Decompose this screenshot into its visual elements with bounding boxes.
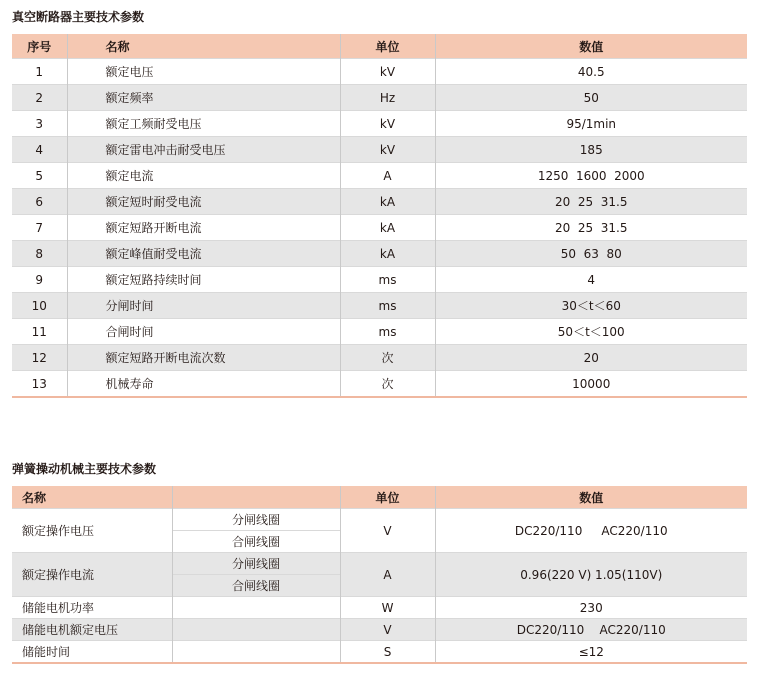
- table-row: [12, 345, 747, 371]
- table-row: [12, 553, 747, 575]
- row-name: 额定短时耐受电流: [67, 189, 340, 215]
- row-value: 50＜t＜100: [435, 319, 747, 345]
- row-unit: ms: [340, 319, 435, 345]
- row-sub-blank: [172, 619, 340, 641]
- row-name: 额定雷电冲击耐受电压: [67, 137, 340, 163]
- row-sub: 分闸线圈: [172, 509, 340, 531]
- row-sub: 分闸线圈: [172, 553, 340, 575]
- row-name: 合闸时间: [67, 319, 340, 345]
- table-row: [12, 241, 747, 267]
- table-header-row: [12, 486, 747, 509]
- row-name: 额定电压: [67, 59, 340, 85]
- row-no: 11: [12, 319, 67, 345]
- row-value: 20 25 31.5: [435, 189, 747, 215]
- row-unit: kV: [340, 111, 435, 137]
- row-unit: kA: [340, 215, 435, 241]
- row-no: 2: [12, 85, 67, 111]
- row-sub-blank: [172, 641, 340, 664]
- row-value: 20: [435, 345, 747, 371]
- row-unit: kA: [340, 241, 435, 267]
- row-value: 30＜t＜60: [435, 293, 747, 319]
- row-no: 7: [12, 215, 67, 241]
- table-row: [12, 111, 747, 137]
- table-row: [12, 619, 747, 641]
- row-name: 额定工频耐受电压: [67, 111, 340, 137]
- row-sub: 合闸线圈: [172, 531, 340, 553]
- row-unit: 次: [340, 345, 435, 371]
- row-unit: kV: [340, 137, 435, 163]
- row-no: 12: [12, 345, 67, 371]
- row-no: 9: [12, 267, 67, 293]
- header-sub-blank: [172, 486, 340, 509]
- row-no: 6: [12, 189, 67, 215]
- table-row: [12, 597, 747, 619]
- row-name: 额定电流: [67, 163, 340, 189]
- row-unit: V: [340, 619, 435, 641]
- table-row: [12, 85, 747, 111]
- row-value: 50: [435, 85, 747, 111]
- table2-title: 弹簧操动机械主要技术参数: [12, 462, 157, 476]
- row-value: 185: [435, 137, 747, 163]
- vacuum-breaker-params-table: [12, 34, 747, 398]
- header-unit: 单位: [340, 34, 435, 59]
- row-value: 1250 1600 2000: [435, 163, 747, 189]
- row-no: 10: [12, 293, 67, 319]
- row-value: 4: [435, 267, 747, 293]
- table-header-row: [12, 34, 747, 59]
- header-name: 名称: [12, 486, 172, 509]
- header-name: 名称: [67, 34, 340, 59]
- row-name: 分闸时间: [67, 293, 340, 319]
- row-value: 50 63 80: [435, 241, 747, 267]
- row-unit: 次: [340, 371, 435, 398]
- table-row: [12, 59, 747, 85]
- table-row: [12, 509, 747, 531]
- row-name: 额定峰值耐受电流: [67, 241, 340, 267]
- row-name: 机械寿命: [67, 371, 340, 398]
- row-value: 20 25 31.5: [435, 215, 747, 241]
- table-row: [12, 641, 747, 664]
- row-unit: Hz: [340, 85, 435, 111]
- row-name: 储能电机功率: [12, 597, 172, 619]
- row-name: 额定操作电流: [12, 553, 172, 597]
- row-unit: A: [340, 163, 435, 189]
- row-no: 1: [12, 59, 67, 85]
- row-unit: S: [340, 641, 435, 664]
- row-no: 13: [12, 371, 67, 398]
- row-value: 230: [435, 597, 747, 619]
- row-value: 0.96(220 V) 1.05(110V): [435, 553, 747, 597]
- row-unit: V: [340, 509, 435, 553]
- row-name: 额定频率: [67, 85, 340, 111]
- row-name: 储能电机额定电压: [12, 619, 172, 641]
- table-row: [12, 215, 747, 241]
- table-row: [12, 371, 747, 398]
- row-name: 额定操作电压: [12, 509, 172, 553]
- table-row: [12, 267, 747, 293]
- row-value: ≤12: [435, 641, 747, 664]
- row-unit: ms: [340, 293, 435, 319]
- row-name: 额定短路持续时间: [67, 267, 340, 293]
- row-value: DC220/110 AC220/110: [435, 619, 747, 641]
- table1-title: 真空断路器主要技术参数: [12, 10, 145, 24]
- header-unit: 单位: [340, 486, 435, 509]
- table-row: [12, 163, 747, 189]
- row-value: DC220/110 AC220/110: [435, 509, 747, 553]
- header-value: 数值: [435, 486, 747, 509]
- table-row: [12, 319, 747, 345]
- header-no: 序号: [12, 34, 67, 59]
- row-unit: kA: [340, 189, 435, 215]
- row-value: 40.5: [435, 59, 747, 85]
- row-value: 95/1min: [435, 111, 747, 137]
- header-value: 数值: [435, 34, 747, 59]
- row-unit: A: [340, 553, 435, 597]
- row-name: 储能时间: [12, 641, 172, 664]
- row-unit: kV: [340, 59, 435, 85]
- row-sub: 合闸线圈: [172, 575, 340, 597]
- row-unit: ms: [340, 267, 435, 293]
- row-name: 额定短路开断电流: [67, 215, 340, 241]
- row-sub-blank: [172, 597, 340, 619]
- spring-mechanism-params-table: [12, 486, 747, 664]
- row-value: 10000: [435, 371, 747, 398]
- table-row: [12, 137, 747, 163]
- table-row: [12, 293, 747, 319]
- table-row: [12, 189, 747, 215]
- row-no: 3: [12, 111, 67, 137]
- row-no: 4: [12, 137, 67, 163]
- row-no: 8: [12, 241, 67, 267]
- row-no: 5: [12, 163, 67, 189]
- row-unit: W: [340, 597, 435, 619]
- row-name: 额定短路开断电流次数: [67, 345, 340, 371]
